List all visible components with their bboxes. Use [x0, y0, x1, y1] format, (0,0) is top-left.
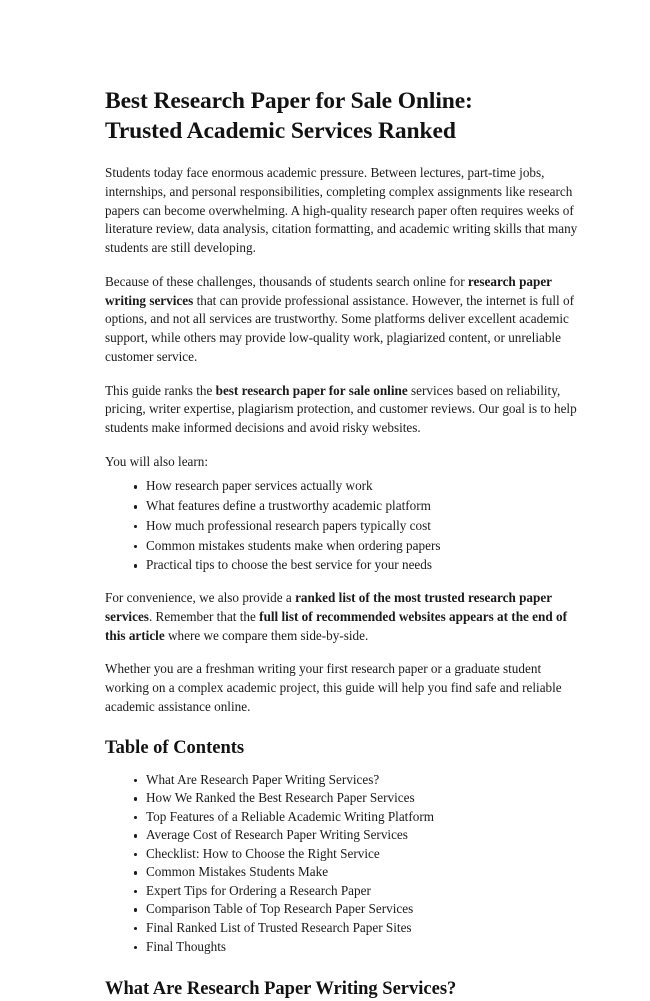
- list-item: [133, 497, 578, 516]
- table-of-contents-list: [105, 771, 578, 956]
- table-of-contents-heading: Table of Contents: [105, 737, 245, 758]
- learn-item-label: How much professional research papers typically cost: [146, 517, 431, 533]
- challenges-paragraph: [105, 273, 578, 367]
- toc-item-label: Final Ranked List of Trusted Research Paper Sites: [146, 920, 412, 936]
- convenience-text-1: For convenience, we also provide a: [105, 590, 296, 606]
- learn-item-label: How research paper services actually work: [146, 478, 373, 494]
- list-item: [133, 556, 578, 575]
- challenges-text-2: that can provide professional assistance. However, the internet is full of options, and not all services are trustworthy. Some platforms deliver excellent academic support, while others may provide low-quality work, plagiarized content, or unreliable customer service.: [105, 292, 574, 364]
- learn-list: [105, 477, 578, 575]
- list-item[interactable]: [133, 938, 578, 957]
- toc-item-label: Common Mistakes Students Make: [146, 864, 329, 880]
- guide-ranking-paragraph: [105, 382, 578, 438]
- list-item: [133, 477, 578, 496]
- challenges-bold-term: research paper writing services: [105, 273, 552, 308]
- guide-text-2: services based on reliability, pricing, writer expertise, plagiarism protection, and customer reviews. Our goal is to help students make informed decisions and avoid risky websites.: [105, 382, 577, 435]
- toc-item-label: What Are Research Paper Writing Services?: [146, 771, 380, 787]
- toc-item-label: Comparison Table of Top Research Paper Services: [146, 901, 414, 917]
- convenience-paragraph: [105, 589, 578, 645]
- list-item[interactable]: [133, 826, 578, 845]
- list-item[interactable]: [133, 808, 578, 827]
- list-item[interactable]: [133, 863, 578, 882]
- convenience-text-2: . Remember that the: [148, 608, 260, 624]
- audience-paragraph: Whether you are a freshman writing your first research paper or a graduate student working on a complex academic project, this guide will help you find safe and reliable academic assistance online.: [105, 661, 562, 714]
- toc-item-label: Average Cost of Research Paper Writing Services: [146, 827, 408, 843]
- toc-item-label: Expert Tips for Ordering a Research Paper: [146, 882, 371, 898]
- page-title-line-2: Trusted Academic Services Ranked: [105, 118, 456, 145]
- learn-item-label: Common mistakes students make when ordering papers: [146, 537, 441, 553]
- guide-bold-term: best research paper for sale online: [215, 382, 408, 398]
- learn-list-lead-in: You will also learn:: [105, 453, 209, 469]
- toc-item-label: How We Ranked the Best Research Paper Services: [146, 790, 415, 806]
- intro-paragraph: Students today face enormous academic pressure. Between lectures, part-time jobs, internships, and personal responsibilities, completing complex assignments like research papers can become overwhelming. A high-quality research paper often requires weeks of literature review, data analysis, citation formatting, and academic writing skills that many students are still developing.: [105, 165, 578, 256]
- learn-item-label: What features define a trustworthy academic platform: [146, 498, 431, 514]
- page-title-line-1: Best Research Paper for Sale Online:: [105, 88, 473, 114]
- list-item[interactable]: [133, 789, 578, 808]
- list-item[interactable]: [133, 845, 578, 864]
- list-item[interactable]: [133, 771, 578, 790]
- convenience-bold-1: ranked list of the most trusted research paper services: [105, 590, 552, 624]
- toc-item-label: Top Features of a Reliable Academic Writing Platform: [146, 808, 434, 824]
- list-item: [133, 517, 578, 536]
- list-item[interactable]: [133, 919, 578, 938]
- guide-text-1: This guide ranks the: [105, 382, 216, 398]
- toc-item-label: Final Thoughts: [146, 938, 226, 954]
- convenience-bold-2: full list of recommended websites appears at the end of this article: [105, 608, 567, 643]
- list-item: [133, 537, 578, 556]
- learn-item-label: Practical tips to choose the best service for your needs: [146, 557, 433, 573]
- list-item[interactable]: [133, 900, 578, 919]
- convenience-text-3: where we compare them side-by-side.: [164, 627, 369, 643]
- page-title: [105, 86, 578, 146]
- toc-item-label: Checklist: How to Choose the Right Service: [146, 845, 380, 861]
- challenges-text-1: Because of these challenges, thousands of students search online for: [105, 273, 468, 289]
- list-item[interactable]: [133, 882, 578, 901]
- next-section-heading: What Are Research Paper Writing Services?: [105, 979, 457, 1000]
